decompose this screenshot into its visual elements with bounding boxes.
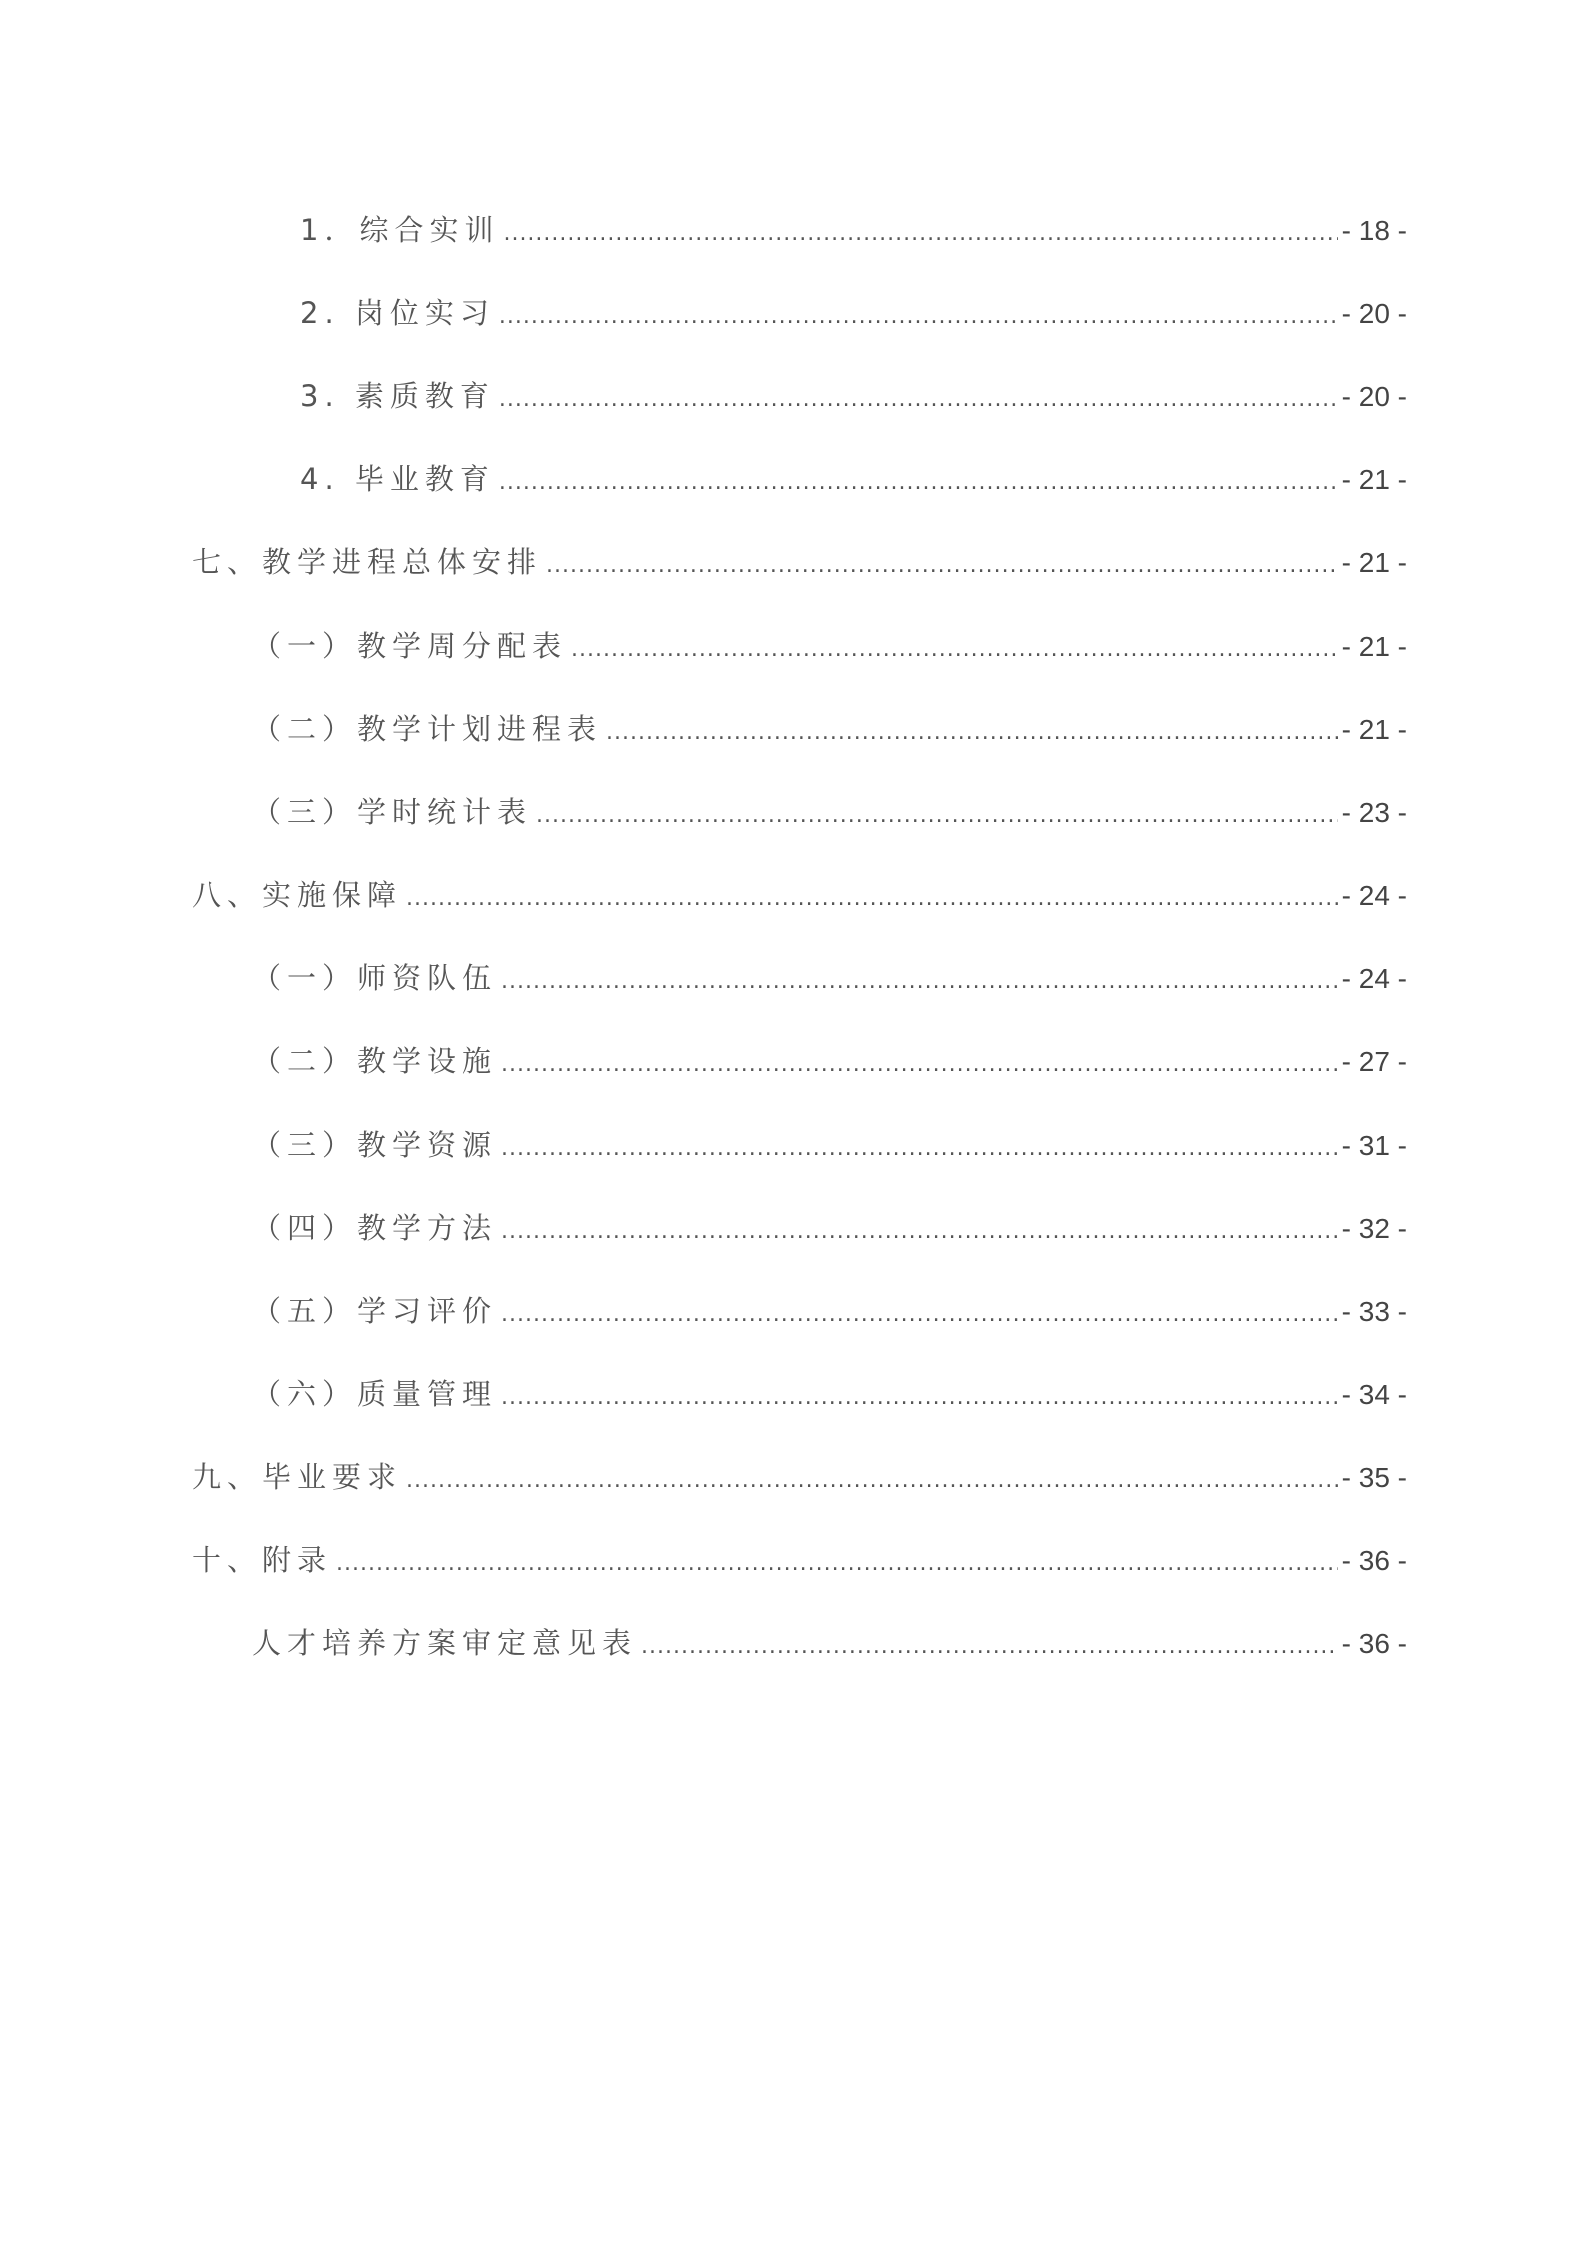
toc-leader-dots xyxy=(406,879,1338,919)
toc-entry-page: - 24 - xyxy=(1341,880,1407,911)
toc-entry-page: - 21 - xyxy=(1341,714,1407,745)
toc-entry-page: - 36 - xyxy=(1341,1545,1407,1576)
toc-leader-dots xyxy=(336,1544,1338,1584)
toc-entry-title: 1．综合实训 xyxy=(300,213,500,247)
toc-entry-title: （二）教学设施 xyxy=(252,1044,498,1078)
toc-entry-title: 4. 毕业教育 xyxy=(300,462,495,496)
toc-entry-resources[interactable] xyxy=(252,1125,1407,1165)
toc-entry-page: - 31 - xyxy=(1341,1130,1407,1161)
toc-entry-page: - 33 - xyxy=(1341,1296,1407,1327)
toc-entry-page: - 24 - xyxy=(1341,963,1407,994)
toc-leader-dots xyxy=(503,214,1337,254)
toc-entry-page: - 36 - xyxy=(1341,1628,1407,1659)
toc-entry-graduation-requirements[interactable] xyxy=(192,1457,1407,1497)
toc-entry-page: - 20 - xyxy=(1341,381,1407,412)
toc-entry-title: （一）教学周分配表 xyxy=(252,629,568,663)
toc-entry-page: - 27 - xyxy=(1341,1046,1407,1077)
toc-entry-title: 3. 素质教育 xyxy=(300,379,495,413)
toc-entry-evaluation[interactable] xyxy=(252,1291,1407,1331)
toc-entry-title: （三）学时统计表 xyxy=(252,795,533,829)
toc-entry-title: （三）教学资源 xyxy=(252,1128,498,1162)
toc-entry-appendix[interactable] xyxy=(192,1540,1407,1580)
toc-entry-page: - 21 - xyxy=(1341,631,1407,662)
toc-entry-page: - 34 - xyxy=(1341,1379,1407,1410)
toc-entry-page: - 35 - xyxy=(1341,1462,1407,1493)
toc-leader-dots xyxy=(571,630,1338,670)
toc-entry-methods[interactable] xyxy=(252,1208,1407,1248)
toc-entry-approval-form[interactable] xyxy=(252,1623,1407,1663)
toc-entry-facilities[interactable] xyxy=(252,1041,1407,1081)
toc-entry-graduation-education[interactable] xyxy=(300,459,1407,499)
toc-entry-quality-education[interactable] xyxy=(300,376,1407,416)
toc-entry-comprehensive-training[interactable] xyxy=(300,210,1407,250)
toc-entry-title: （五）学习评价 xyxy=(252,1294,498,1328)
toc-entry-teaching-schedule[interactable] xyxy=(192,542,1407,582)
toc-entry-page: - 20 - xyxy=(1341,298,1407,329)
toc-entry-title: （二）教学计划进程表 xyxy=(252,712,603,746)
toc-entry-title: （一）师资队伍 xyxy=(252,961,498,995)
toc-leader-dots xyxy=(641,1627,1338,1667)
toc-entry-hours-statistics[interactable] xyxy=(252,792,1407,832)
toc-entry-page: - 18 - xyxy=(1341,215,1407,246)
toc-leader-dots xyxy=(501,1212,1338,1252)
toc-leader-dots xyxy=(501,1295,1338,1335)
toc-leader-dots xyxy=(501,1045,1338,1085)
toc-entry-page: - 32 - xyxy=(1341,1213,1407,1244)
toc-entry-page: - 21 - xyxy=(1341,464,1407,495)
toc-leader-dots xyxy=(606,713,1338,753)
toc-entry-implementation-support[interactable] xyxy=(192,875,1407,915)
toc-leader-dots xyxy=(501,1129,1338,1169)
toc-leader-dots xyxy=(499,463,1338,503)
toc-entry-page: - 23 - xyxy=(1341,797,1407,828)
toc-leader-dots xyxy=(499,297,1338,337)
toc-entry-quality-management[interactable] xyxy=(252,1374,1407,1414)
toc-leader-dots xyxy=(501,1378,1338,1418)
toc-entry-faculty[interactable] xyxy=(252,958,1407,998)
toc-entry-title: 十、附录 xyxy=(192,1543,333,1577)
toc-leader-dots xyxy=(546,546,1338,586)
toc-entry-title: 九、毕业要求 xyxy=(192,1460,403,1494)
toc-entry-week-allocation[interactable] xyxy=(252,626,1407,666)
toc-entry-plan-progress[interactable] xyxy=(252,709,1407,749)
toc-leader-dots xyxy=(536,796,1338,836)
toc-leader-dots xyxy=(406,1461,1338,1501)
toc-entry-page: - 21 - xyxy=(1341,547,1407,578)
toc-entry-internship[interactable] xyxy=(300,293,1407,333)
toc-entry-title: （六）质量管理 xyxy=(252,1377,498,1411)
toc-entry-title: （四）教学方法 xyxy=(252,1211,498,1245)
toc-entry-title: 2. 岗位实习 xyxy=(300,296,495,330)
toc-entry-title: 人才培养方案审定意见表 xyxy=(252,1626,638,1660)
toc-entry-title: 七、教学进程总体安排 xyxy=(192,545,543,579)
toc-entry-title: 八、实施保障 xyxy=(192,878,403,912)
toc-leader-dots xyxy=(499,380,1338,420)
toc-leader-dots xyxy=(501,962,1338,1002)
